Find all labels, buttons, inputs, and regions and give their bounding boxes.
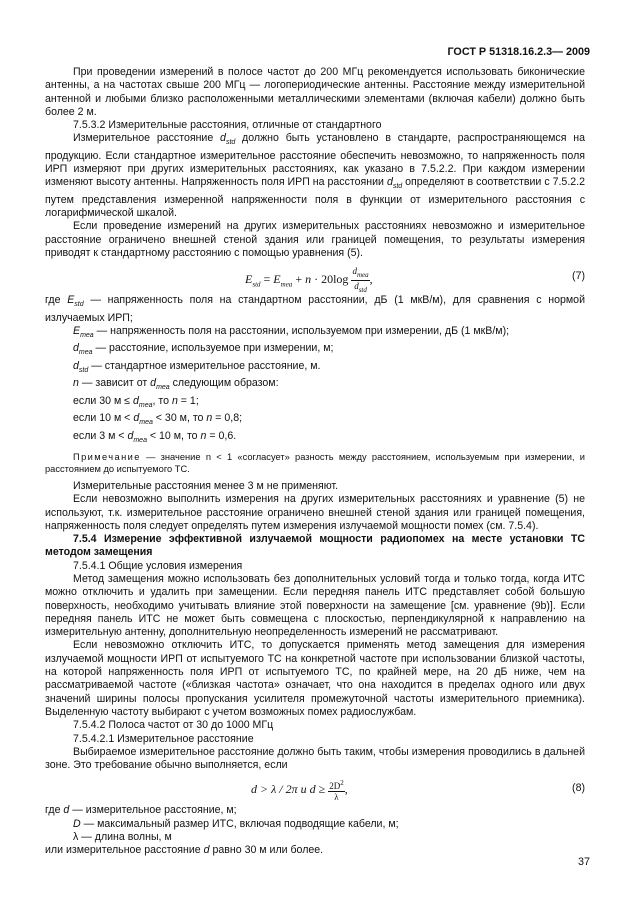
page-number: 37 <box>577 856 590 868</box>
equation-number: (8) <box>572 782 585 795</box>
equation-number: (7) <box>572 270 585 283</box>
equation-7-body: $E_{std} = E_{mea} + n \cdot 20\log$ $\frac{d_{mea}}{d_{std}}$ , <box>245 266 373 294</box>
condition-line: если 3 $м < d_{mea} < 10$ м, то n = 0,6. <box>73 429 237 444</box>
definition: D — максимальный размер ИТС, включая подводящие кабели, м; <box>73 817 399 830</box>
document-header: ГОСТ Р 51318.16.2.3— 2009 <box>447 46 590 58</box>
section-heading: 7.5.3.2 Измерительные расстояния, отличные от стандартного <box>73 119 382 132</box>
paragraph: При проведении измерений в полосе частот до 200 МГц рекомендуется использовать биконические антенны, а на частотах свыше 200 МГц — логопериодические антенны. Расстояние между измерительной антенной и любыми близко расположенными металлическими элементами (включая кабели) должно быть более 2 м. <box>45 66 585 118</box>
definition: где d — измерительное расстояние, м; <box>45 804 237 817</box>
section-heading: 7.5.4.2.1 Измерительное расстояние <box>73 732 254 745</box>
condition-line: если 30 $м \le d_{mea}$, то n = 1; <box>73 394 199 409</box>
paragraph: Измерительные расстояния менее 3 м не применяют. <box>73 479 339 492</box>
paragraph: Если невозможно отключить ИТС, то допускается применять метод замещения для измерения излучаемой мощности ИРП от испытуемого ТС на конкретной частоте при использовании близкой частоты, на которой напряженность поля ИРП от испытуемого ТС, по крайней мере, на 20 дБ ниже, чем на рассматриваемой частоте («близкая частота» означает, что она находится в пределах одного или двух значений ширины полосы пропускания усилителя промежуточной частоты измерительного приемника). Выделенную частоту выбирают с учетом возможных помех радиослужбам. <box>45 639 585 718</box>
definition: n — зависит от $d_{mea}$ следующим образом: <box>73 377 279 392</box>
paragraph: Измерительное расстояние $d_{std}$ должно быть установлено в стандарте, распространяющемся на продукцию. Если стандартное измерительное расстояние обеспечить невозможно, то напряженность поля ИРП измеряют при других измерительных расстояниях, как указано в 7.5.2.2. При каждом измерении изменяют высоту антенны. Напряженность поля ИРП на расстоянии $d_{std}$ определяют в соответствии с 7.5.2.2 путем представления измеренной напряженности поля в функции от измерительного расстояния с логарифмической шкалой. <box>45 132 585 220</box>
section-heading: 7.5.4.2 Полоса частот от 30 до 1000 МГц <box>73 719 274 732</box>
section-heading: 7.5.4 Измерение эффективной излучаемой мощности радиопомех на месте установки ТС методом замещения <box>45 533 585 559</box>
document-body <box>45 66 585 858</box>
paragraph: Если невозможно выполнить измерения на других измерительных расстояниях и уравнение (5) не используют, т.к. измерительное расстояние ограничено внешней стеной здания или границей помещения, напряженность поля следует определять путем измерения излучаемой мощности помех (см. 7.5.4). <box>45 493 585 532</box>
equation-8-body: d > λ / 2π и d ≥ $\frac{2D^2}{\lambda}$ , <box>251 779 348 803</box>
definition: $E_{mea}$ — напряженность поля на расстоянии, используемом при измерении, дБ (1 мкВ/м); <box>73 325 510 340</box>
paragraph: Если проведение измерений на других измерительных расстояниях невозможно и измерительное расстояние ограничено внешней стеной здания или границей помещения, то результаты измерения приводят к стандартному расстоянию с помощью уравнения (5). <box>45 220 585 260</box>
equation-8 <box>45 772 585 804</box>
definition: λ — длина волны, м <box>73 831 172 844</box>
section-heading: 7.5.4.1 Общие условия измерения <box>73 559 243 572</box>
definition: $d_{mea}$ — расстояние, используемое при измерении, м; <box>73 342 334 357</box>
definition: или измерительное расстояние d равно 30 м или более. <box>45 844 324 857</box>
equation-7 <box>45 260 585 294</box>
paragraph: Метод замещения можно использовать без дополнительных условий тогда и только тогда, когда ИТС можно отключить и удалить при замещении. Если передняя панель ИТС представляет собой большую поверхность, необходимо учитывать влияние этой поверхности на замещение [см. уравнение (9b)]. Если передняя панель ИТС не может быть совмещена с плоскостью, перпендикулярной к направлению на измерительную антенну, дополнительную неопределенность измерений не рассматривают. <box>45 573 585 639</box>
definition: $d_{std}$ — стандартное измерительное расстояние, м. <box>73 359 321 374</box>
condition-line: если 10 $м < d_{mea} < 30$ м, то n = 0,8; <box>73 412 243 427</box>
definition: где $E_{std}$ — напряженность поля на стандартном расстоянии, дБ (1 мкВ/м), для сравнения с нормой излучаемых ИРП; <box>45 294 585 324</box>
note: Примечание — значение n < 1 «согласует» разность между расстоянием, используемым при измерении, и расстоянием до испытуемого ТС. <box>45 451 585 474</box>
paragraph: Выбираемое измерительное расстояние должно быть таким, чтобы измерения проводились в дальней зоне. Это требование обычно выполняется, если <box>45 745 585 772</box>
